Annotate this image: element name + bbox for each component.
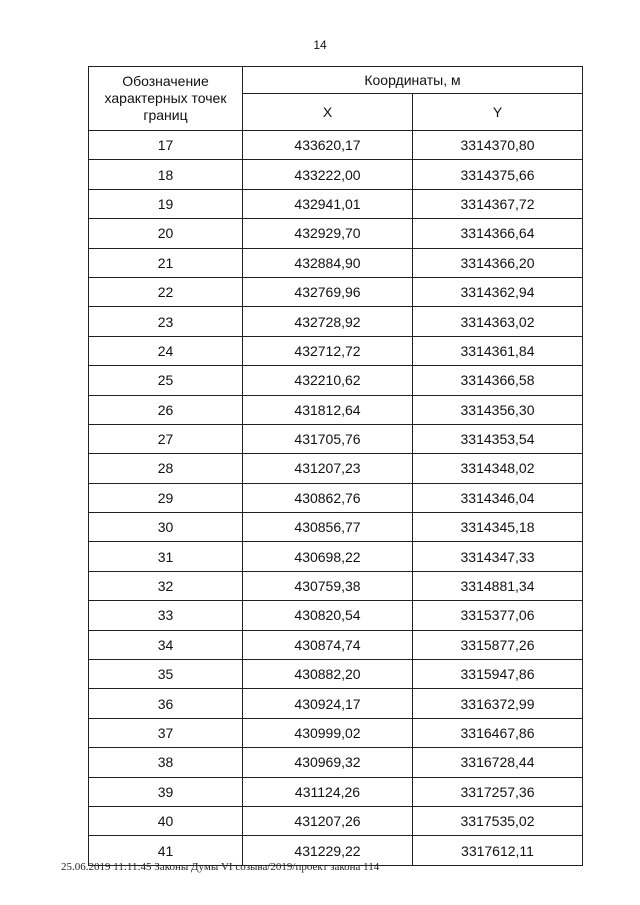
- table-row: [89, 160, 583, 189]
- cell-y: 3314367,72: [413, 189, 583, 218]
- table-row: [89, 219, 583, 248]
- cell-point: 17: [89, 131, 243, 160]
- cell-x: 431705,76: [243, 424, 413, 453]
- cell-y: 3315877,26: [413, 630, 583, 659]
- cell-x: 432712,72: [243, 336, 413, 365]
- cell-point: 30: [89, 513, 243, 542]
- table-row: [89, 395, 583, 424]
- cell-y: 3316372,99: [413, 689, 583, 718]
- cell-point: 20: [89, 219, 243, 248]
- header-y: Y: [413, 94, 583, 131]
- cell-x: 432929,70: [243, 219, 413, 248]
- table-row: [89, 542, 583, 571]
- cell-x: 433222,00: [243, 160, 413, 189]
- cell-point: 27: [89, 424, 243, 453]
- table-row: [89, 718, 583, 747]
- cell-x: 431207,26: [243, 806, 413, 835]
- cell-x: 432884,90: [243, 248, 413, 277]
- table-row: [89, 689, 583, 718]
- table-body: [89, 131, 583, 866]
- table-row: [89, 601, 583, 630]
- table-row: [89, 131, 583, 160]
- cell-point: 23: [89, 307, 243, 336]
- cell-point: 33: [89, 601, 243, 630]
- table-row: [89, 307, 583, 336]
- cell-x: 433620,17: [243, 131, 413, 160]
- table-row: [89, 424, 583, 453]
- cell-y: 3314366,58: [413, 366, 583, 395]
- table-row: [89, 748, 583, 777]
- cell-x: 430820,54: [243, 601, 413, 630]
- header-coordinates: Координаты, м: [243, 67, 583, 94]
- cell-y: 3314366,64: [413, 219, 583, 248]
- cell-point: 19: [89, 189, 243, 218]
- page-number: 14: [313, 38, 327, 52]
- cell-y: 3314353,54: [413, 424, 583, 453]
- table-row: [89, 483, 583, 512]
- cell-y: 3317535,02: [413, 806, 583, 835]
- cell-y: 3314366,20: [413, 248, 583, 277]
- cell-point: 36: [89, 689, 243, 718]
- table-row: [89, 777, 583, 806]
- table-row: [89, 248, 583, 277]
- table-row: [89, 660, 583, 689]
- cell-point: 31: [89, 542, 243, 571]
- table-row: [89, 336, 583, 365]
- cell-y: 3314370,80: [413, 131, 583, 160]
- cell-y: 3314361,84: [413, 336, 583, 365]
- cell-x: 430698,22: [243, 542, 413, 571]
- cell-x: 430862,76: [243, 483, 413, 512]
- table-row: [89, 513, 583, 542]
- cell-x: 432769,96: [243, 277, 413, 306]
- cell-x: 430999,02: [243, 718, 413, 747]
- cell-y: 3317612,11: [413, 836, 583, 865]
- cell-x: 432728,92: [243, 307, 413, 336]
- cell-point: 37: [89, 718, 243, 747]
- cell-y: 3314347,33: [413, 542, 583, 571]
- cell-point: 29: [89, 483, 243, 512]
- cell-y: 3314362,94: [413, 277, 583, 306]
- cell-x: 431812,64: [243, 395, 413, 424]
- cell-y: 3314348,02: [413, 454, 583, 483]
- cell-x: 431124,26: [243, 777, 413, 806]
- footer-stamp: 25.06.2019 11:11:45 Законы Думы VI созыва/2019/проект закона 114: [61, 861, 380, 873]
- cell-x: 430856,77: [243, 513, 413, 542]
- coordinates-table: [88, 66, 583, 866]
- cell-x: 430874,74: [243, 630, 413, 659]
- cell-x: 430969,32: [243, 748, 413, 777]
- header-x: X: [243, 94, 413, 131]
- cell-y: 3314363,02: [413, 307, 583, 336]
- cell-x: 432941,01: [243, 189, 413, 218]
- cell-y: 3315947,86: [413, 660, 583, 689]
- cell-point: 35: [89, 660, 243, 689]
- cell-point: 24: [89, 336, 243, 365]
- table-row: [89, 806, 583, 835]
- cell-y: 3314345,18: [413, 513, 583, 542]
- cell-y: 3314356,30: [413, 395, 583, 424]
- cell-x: 431229,22: [243, 836, 413, 865]
- cell-y: 3316467,86: [413, 718, 583, 747]
- cell-point: 18: [89, 160, 243, 189]
- cell-x: 431207,23: [243, 454, 413, 483]
- cell-x: 430924,17: [243, 689, 413, 718]
- cell-y: 3317257,36: [413, 777, 583, 806]
- cell-x: 430882,20: [243, 660, 413, 689]
- table-row: [89, 571, 583, 600]
- table-row: [89, 630, 583, 659]
- cell-point: 28: [89, 454, 243, 483]
- cell-x: 432210,62: [243, 366, 413, 395]
- cell-point: 26: [89, 395, 243, 424]
- cell-y: 3314881,34: [413, 571, 583, 600]
- cell-y: 3315377,06: [413, 601, 583, 630]
- cell-point: 34: [89, 630, 243, 659]
- cell-y: 3314375,66: [413, 160, 583, 189]
- cell-x: 430759,38: [243, 571, 413, 600]
- cell-point: 39: [89, 777, 243, 806]
- cell-point: 32: [89, 571, 243, 600]
- table-row: [89, 454, 583, 483]
- header-point-designation: Обозначение характерных точек границ: [89, 67, 243, 131]
- cell-point: 21: [89, 248, 243, 277]
- table-row: [89, 277, 583, 306]
- cell-point: 25: [89, 366, 243, 395]
- cell-y: 3314346,04: [413, 483, 583, 512]
- cell-point: 22: [89, 277, 243, 306]
- cell-point: 38: [89, 748, 243, 777]
- cell-y: 3316728,44: [413, 748, 583, 777]
- table-row: [89, 366, 583, 395]
- cell-point: 41: [89, 836, 243, 865]
- table-row: [89, 189, 583, 218]
- cell-point: 40: [89, 806, 243, 835]
